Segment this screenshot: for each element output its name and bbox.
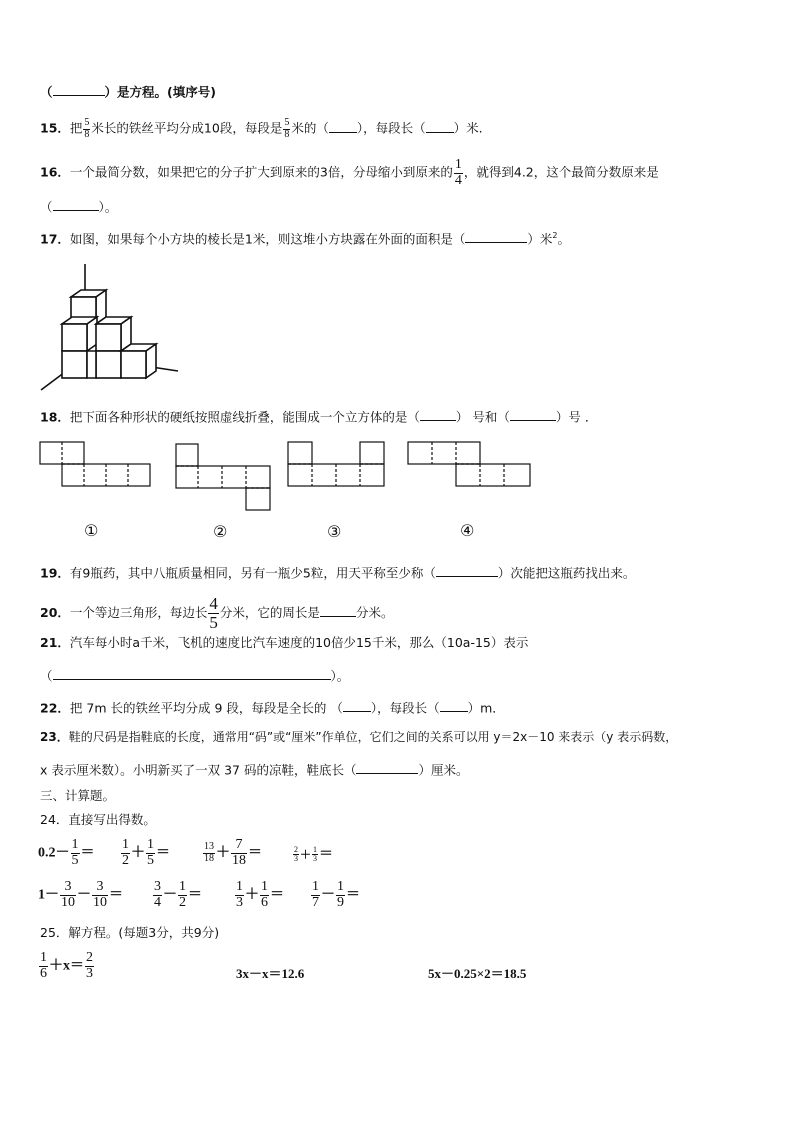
calc-8: $\frac{1}{7}$ － $\frac{1}{9}$ ＝: [312, 879, 360, 910]
net-label-2: ②: [213, 522, 228, 541]
cube-net-1: [38, 440, 153, 492]
answer-blank[interactable]: [426, 120, 454, 132]
answer-blank[interactable]: [436, 565, 498, 577]
net-label-1: ①: [84, 521, 99, 540]
fraction: $\frac{1}{4}$: [454, 157, 462, 188]
equation-2: 3x－x＝12.6: [236, 966, 305, 981]
question-24-title: 24．直接写出得数。: [40, 812, 156, 827]
net-label-3: ③: [327, 522, 342, 541]
question-16-cont: （ ）。: [40, 199, 118, 215]
question-23: 23．鞋的尺码是指鞋底的长度，通常用“码”或“厘米”作单位，它们之间的关系可以用 y＝2x－10 来表示（y 表示码数，: [40, 730, 678, 744]
answer-blank[interactable]: [420, 409, 456, 421]
fraction: $\frac{5}{8}$: [284, 117, 290, 140]
calc-2: $\frac{1}{2}$ ＋ $\frac{1}{5}$ ＝: [122, 837, 170, 868]
calc-5: 1－ $\frac{3}{10}$ － $\frac{3}{10}$ ＝: [38, 879, 123, 910]
answer-blank[interactable]: [53, 199, 99, 211]
q14-line: （ ）是方程。(填序号): [40, 84, 216, 100]
calc-6: $\frac{3}{4}$ － $\frac{1}{2}$ ＝: [154, 879, 202, 910]
calc-7: $\frac{1}{3}$ ＋ $\frac{1}{6}$ ＝: [236, 879, 284, 910]
calc-1: 0.2－ $\frac{1}{5}$ ＝: [38, 837, 95, 868]
question-25-title: 25．解方程。(每题3分，共9分): [40, 925, 220, 940]
question-18: 18．把下面各种形状的硬纸按照虚线折叠，能围成一个立方体的是（ ） 号和（ ）号 ．: [40, 409, 598, 425]
cube-net-2: [174, 442, 274, 514]
answer-blank[interactable]: [465, 231, 527, 243]
fraction: $\frac{5}{8}$: [84, 117, 90, 140]
answer-blank[interactable]: [53, 84, 105, 96]
calc-3: $\frac{13}{18}$ ＋ $\frac{7}{18}$ ＝: [204, 837, 262, 868]
question-21: 21．汽车每小时a千米，飞机的速度比汽车速度的10倍少15千米，那么（10a-15）表示: [40, 635, 529, 650]
section-title-calculation: 三、计算题。: [40, 788, 116, 803]
equation-3: 5x－0.25×2＝18.5: [428, 966, 527, 981]
answer-blank[interactable]: [320, 605, 356, 617]
question-23-cont: x 表示厘米数）。小明新买了一双 37 码的凉鞋，鞋底长（ ）厘米。: [40, 762, 469, 778]
fraction: $\frac{4}{5}$: [209, 594, 218, 632]
question-20: 20．一个等边三角形，每边长 $\frac{4}{5}$ 分米，它的周长是 分米。: [40, 594, 394, 632]
net-label-4: ④: [460, 521, 475, 540]
answer-blank[interactable]: [53, 668, 331, 680]
question-19: 19．有9瓶药，其中八瓶质量相同，另有一瓶少5粒，用天平称至少称（ ）次能把这瓶药找出来。: [40, 565, 636, 581]
cube-net-4: [406, 440, 534, 492]
cube-net-3: [286, 440, 388, 492]
answer-blank[interactable]: [356, 762, 418, 774]
question-21-cont: （ ）。: [40, 668, 350, 684]
question-16: 16．一个最简分数，如果把它的分子扩大到原来的3倍，分母缩小到原来的 $\frac{1}{4}$ ，就得到4.2，这个最简分数原来是: [40, 157, 659, 188]
question-22: 22．把 7m 长的铁丝平均分成 9 段，每段是全长的 （ ），每段长（ ）m．: [40, 700, 505, 716]
equation-1: $\frac{1}{6}$ ＋x＝ $\frac{2}{3}$: [40, 950, 93, 981]
cube-stack-figure: [38, 262, 188, 392]
answer-blank[interactable]: [343, 700, 371, 712]
answer-blank[interactable]: [510, 409, 556, 421]
calc-4: $\frac{2}{3}$ ＋ $\frac{1}{3}$ ＝: [294, 844, 333, 864]
question-17: 17．如图，如果每个小方块的棱长是1米，则这堆小方块露在外面的面积是（ ）米$^2$。: [40, 231, 570, 247]
question-15: 15．把 $\frac{5}{8}$ 米长的铁丝平均分成10段，每段是 $\frac{5}{8}$ 米的（ ），每段长（ ）米.: [40, 117, 483, 140]
answer-blank[interactable]: [440, 700, 468, 712]
answer-blank[interactable]: [329, 120, 357, 132]
